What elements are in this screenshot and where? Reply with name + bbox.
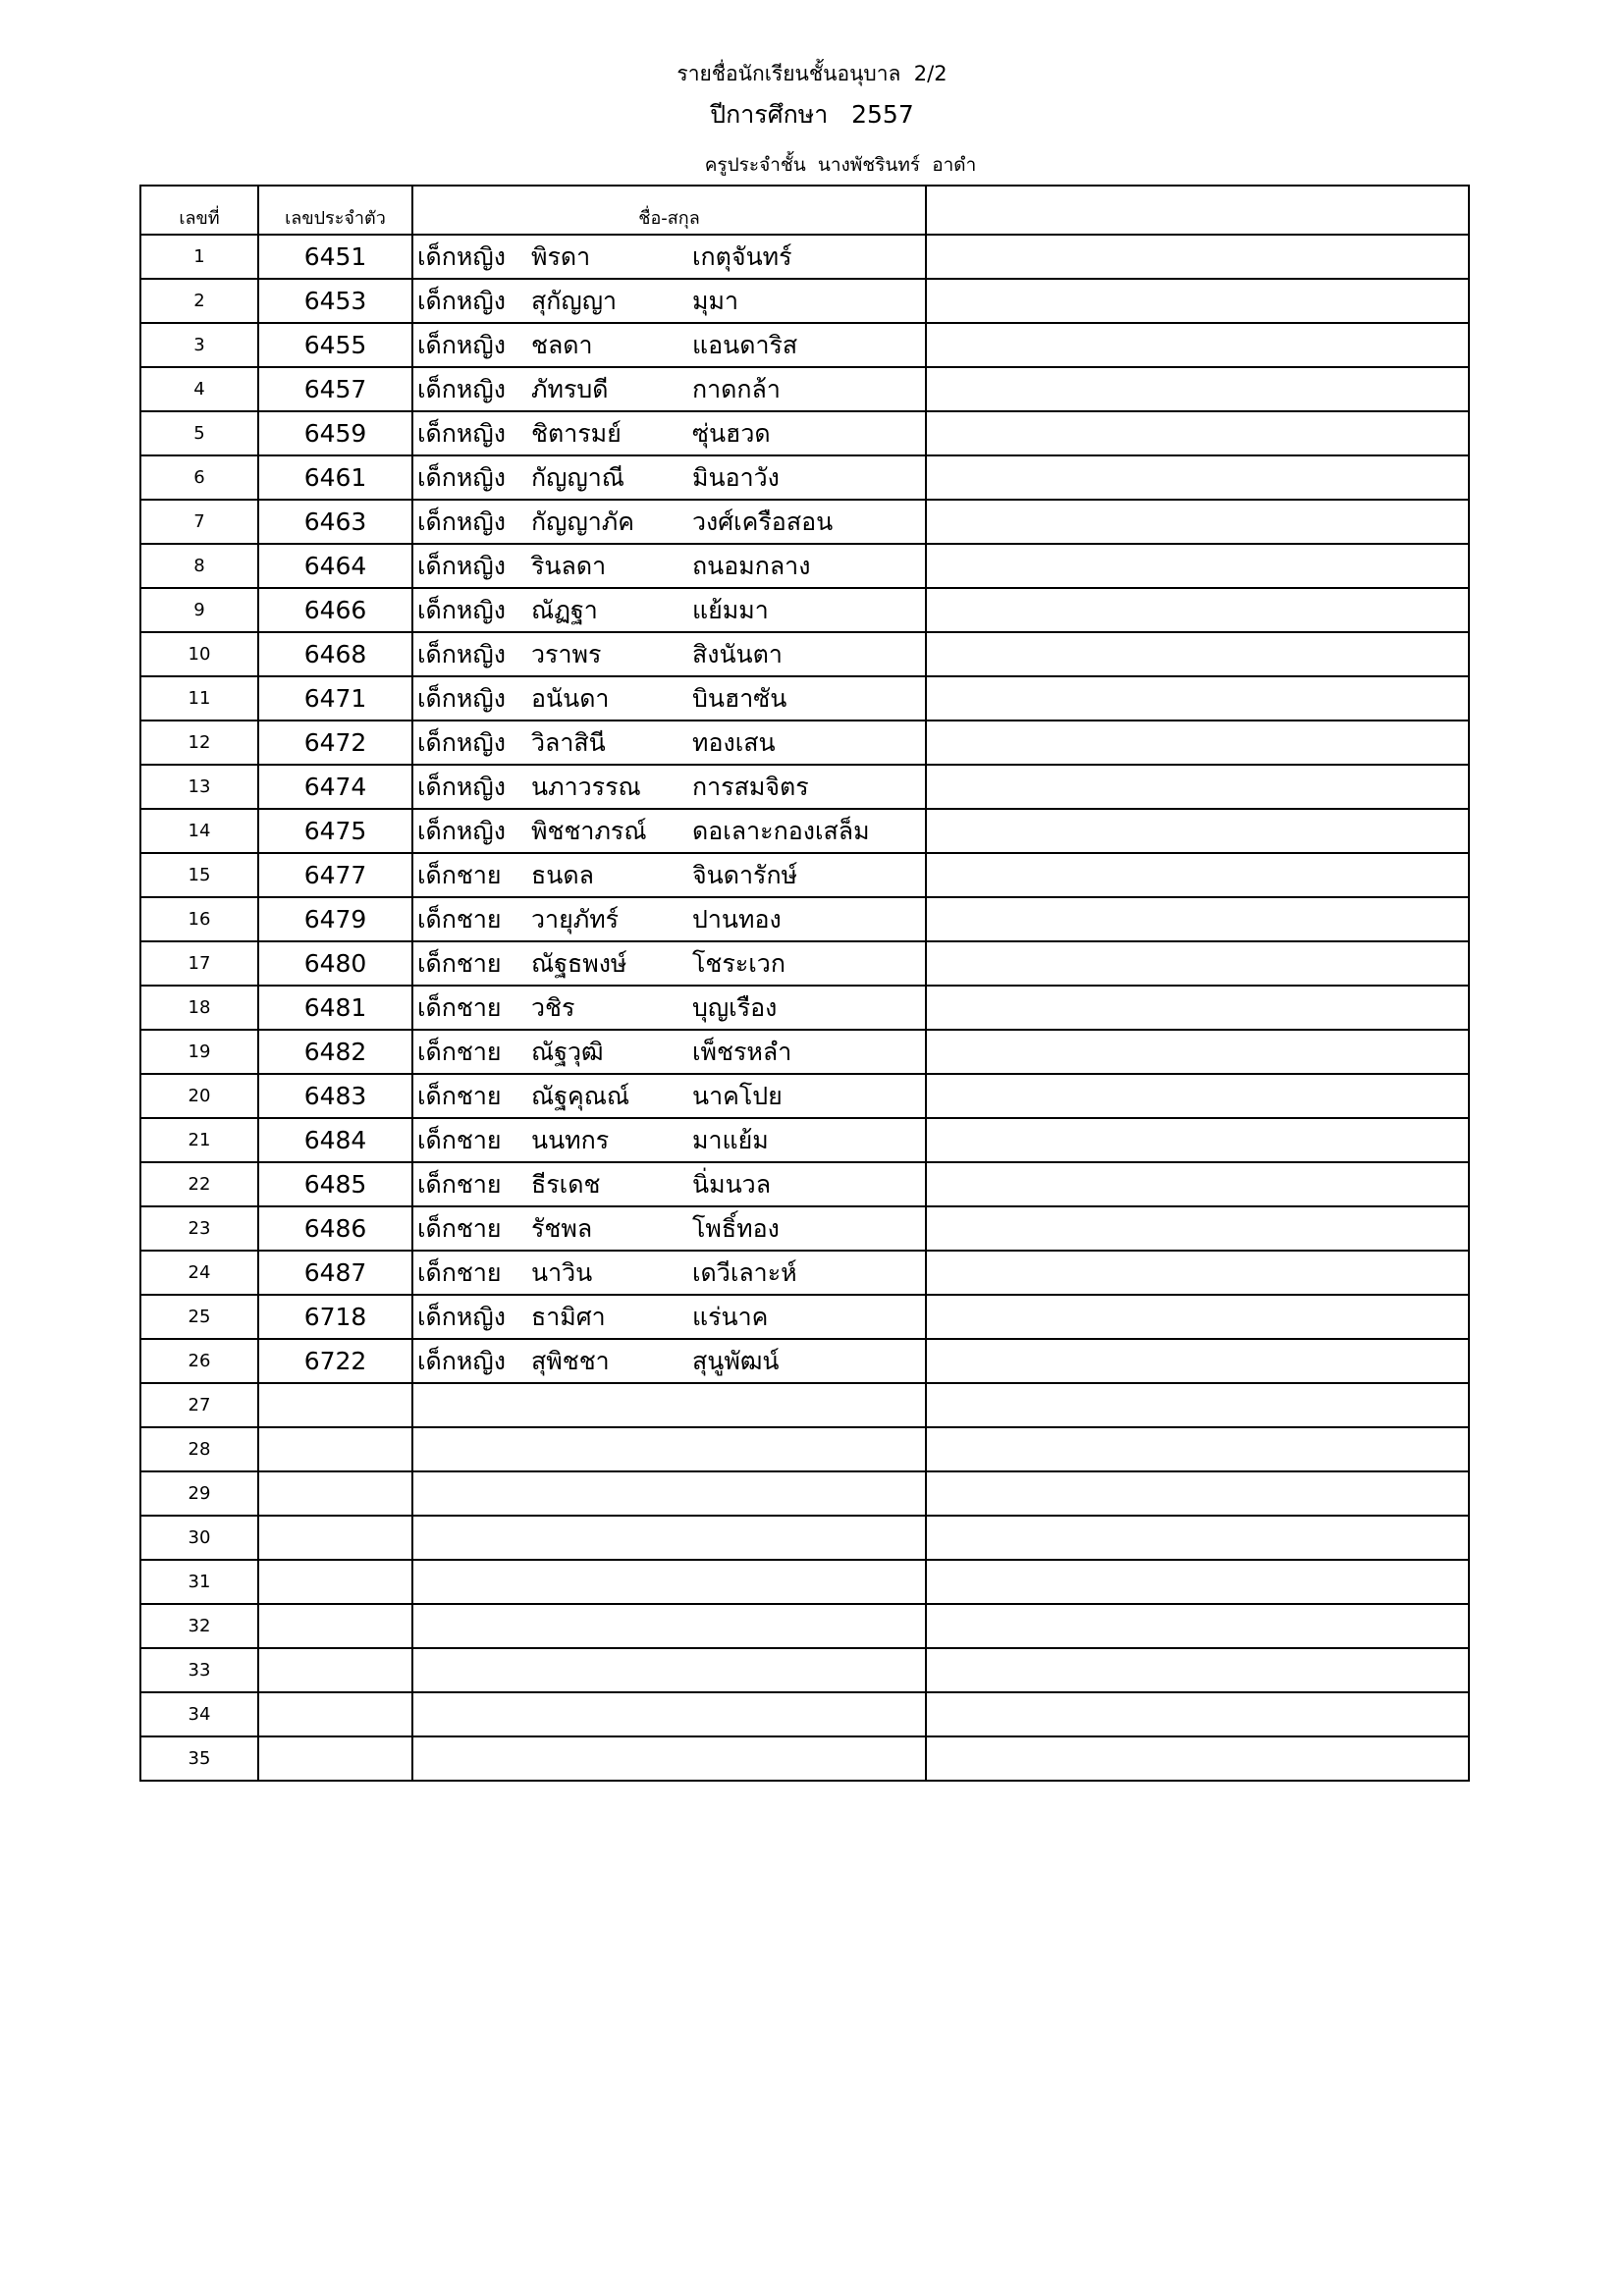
student-name-cell — [412, 1339, 926, 1383]
student-name-cell — [412, 411, 926, 455]
last-name: สุนูพัฒน์ — [692, 1346, 780, 1375]
last-name: แอนดาริส — [692, 330, 798, 359]
name-prefix: เด็กหญิง — [417, 241, 506, 271]
name-prefix: เด็กหญิง — [417, 683, 506, 713]
first-name: วราพร — [531, 639, 602, 668]
blank-cell — [926, 1339, 1469, 1383]
student-id — [258, 1471, 412, 1516]
name-prefix: เด็กหญิง — [417, 595, 506, 624]
row-number: 5 — [140, 411, 258, 455]
first-name: ณัฐวุฒิ — [531, 1037, 604, 1066]
name-prefix: เด็กหญิง — [417, 462, 506, 492]
first-name: พิรดา — [531, 241, 591, 271]
column-header-student-id: เลขประจำตัว — [258, 186, 412, 235]
table-row — [140, 279, 1469, 323]
row-number: 10 — [140, 632, 258, 676]
row-number: 23 — [140, 1206, 258, 1251]
student-name-cell — [412, 1074, 926, 1118]
row-number: 31 — [140, 1560, 258, 1604]
student-id — [258, 1427, 412, 1471]
last-name: ดอเลาะกองเสล็ม — [692, 816, 870, 845]
student-id — [258, 1692, 412, 1736]
column-header-blank — [926, 186, 1469, 235]
student-id: 6474 — [258, 765, 412, 809]
last-name: ถนอมกลาง — [692, 551, 811, 580]
student-name-cell — [412, 544, 926, 588]
blank-cell — [926, 544, 1469, 588]
row-number: 19 — [140, 1030, 258, 1074]
student-id: 6480 — [258, 941, 412, 986]
table-row — [140, 632, 1469, 676]
blank-cell — [926, 1604, 1469, 1648]
last-name: บินฮาซัน — [692, 683, 787, 713]
blank-cell — [926, 986, 1469, 1030]
student-name-cell — [412, 455, 926, 500]
student-name-cell — [412, 1206, 926, 1251]
last-name: เดวีเลาะห์ — [692, 1257, 797, 1287]
student-id: 6468 — [258, 632, 412, 676]
name-prefix: เด็กชาย — [417, 992, 502, 1022]
table-row — [140, 1206, 1469, 1251]
name-prefix: เด็กหญิง — [417, 551, 506, 580]
blank-cell — [926, 941, 1469, 986]
table-row — [140, 323, 1469, 367]
blank-cell — [926, 235, 1469, 279]
table-row — [140, 500, 1469, 544]
blank-cell — [926, 1471, 1469, 1516]
student-id — [258, 1604, 412, 1648]
row-number: 25 — [140, 1295, 258, 1339]
student-name-cell — [412, 235, 926, 279]
first-name: ธีรเดช — [531, 1169, 601, 1199]
name-prefix: เด็กชาย — [417, 1037, 502, 1066]
student-name-cell — [412, 1162, 926, 1206]
name-prefix: เด็กหญิง — [417, 507, 506, 536]
student-id: 6718 — [258, 1295, 412, 1339]
student-id — [258, 1648, 412, 1692]
student-name-cell — [412, 897, 926, 941]
student-roster-table — [139, 185, 1470, 1782]
student-id: 6486 — [258, 1206, 412, 1251]
row-number: 7 — [140, 500, 258, 544]
table-header-row — [140, 186, 1469, 235]
student-name-cell — [412, 1383, 926, 1427]
student-name-cell — [412, 367, 926, 411]
row-number: 18 — [140, 986, 258, 1030]
student-name-cell — [412, 500, 926, 544]
student-id: 6459 — [258, 411, 412, 455]
table-row — [140, 1074, 1469, 1118]
blank-cell — [926, 279, 1469, 323]
name-prefix: เด็กชาย — [417, 1213, 502, 1243]
column-header-full-name: ชื่อ-สกุล — [412, 186, 926, 235]
table-row — [140, 1030, 1469, 1074]
student-id: 6487 — [258, 1251, 412, 1295]
table-row — [140, 367, 1469, 411]
student-name-cell — [412, 853, 926, 897]
student-id: 6475 — [258, 809, 412, 853]
blank-cell — [926, 411, 1469, 455]
blank-cell — [926, 500, 1469, 544]
last-name: วงศ์เครือสอน — [692, 507, 834, 536]
student-id: 6722 — [258, 1339, 412, 1383]
row-number: 30 — [140, 1516, 258, 1560]
first-name: ธนดล — [531, 860, 594, 889]
last-name: นิ่มนวล — [692, 1169, 772, 1199]
student-id — [258, 1383, 412, 1427]
blank-cell — [926, 765, 1469, 809]
student-name-cell — [412, 1560, 926, 1604]
row-number: 24 — [140, 1251, 258, 1295]
last-name: เกตุจันทร์ — [692, 241, 792, 271]
table-row — [140, 941, 1469, 986]
name-prefix: เด็กหญิง — [417, 1346, 506, 1375]
table-row — [140, 1471, 1469, 1516]
last-name: ทองเสน — [692, 727, 776, 757]
student-name-cell — [412, 632, 926, 676]
student-id: 6457 — [258, 367, 412, 411]
column-header-number: เลขที่ — [140, 186, 258, 235]
first-name: วายุภัทร์ — [531, 904, 620, 934]
first-name: สุพิชชา — [531, 1346, 610, 1375]
row-number: 22 — [140, 1162, 258, 1206]
blank-cell — [926, 323, 1469, 367]
blank-cell — [926, 455, 1469, 500]
last-name: กาดกล้า — [692, 374, 781, 403]
name-prefix: เด็กหญิง — [417, 772, 506, 801]
table-row — [140, 809, 1469, 853]
student-id — [258, 1736, 412, 1781]
blank-cell — [926, 367, 1469, 411]
last-name: ซุ่นฮวด — [692, 418, 771, 448]
last-name: แร่นาค — [692, 1302, 769, 1331]
name-prefix: เด็กหญิง — [417, 727, 506, 757]
document-title: รายชื่อนักเรียนชั้นอนุบาล 2/2 — [677, 62, 947, 85]
first-name: ชิตารมย์ — [531, 418, 622, 448]
name-prefix: เด็กหญิง — [417, 374, 506, 403]
student-name-cell — [412, 1251, 926, 1295]
table-row — [140, 1295, 1469, 1339]
row-number: 11 — [140, 676, 258, 721]
table-row — [140, 544, 1469, 588]
blank-cell — [926, 897, 1469, 941]
row-number: 9 — [140, 588, 258, 632]
student-id: 6461 — [258, 455, 412, 500]
row-number: 2 — [140, 279, 258, 323]
blank-cell — [926, 1251, 1469, 1295]
table-row — [140, 1692, 1469, 1736]
first-name: ณัฐธพงษ์ — [531, 948, 627, 978]
last-name: สิงนันตา — [692, 639, 783, 668]
blank-cell — [926, 676, 1469, 721]
student-name-cell — [412, 1471, 926, 1516]
table-row — [140, 455, 1469, 500]
table-row — [140, 897, 1469, 941]
blank-cell — [926, 1030, 1469, 1074]
student-id: 6482 — [258, 1030, 412, 1074]
blank-cell — [926, 721, 1469, 765]
academic-year: ปีการศึกษา 2557 — [710, 100, 914, 129]
student-name-cell — [412, 676, 926, 721]
blank-cell — [926, 588, 1469, 632]
row-number: 21 — [140, 1118, 258, 1162]
blank-cell — [926, 1118, 1469, 1162]
row-number: 3 — [140, 323, 258, 367]
student-id: 6471 — [258, 676, 412, 721]
student-id: 6464 — [258, 544, 412, 588]
first-name: รินลดา — [531, 551, 607, 580]
table-row — [140, 1427, 1469, 1471]
table-row — [140, 1383, 1469, 1427]
last-name: บุญเรือง — [692, 992, 778, 1022]
student-name-cell — [412, 1427, 926, 1471]
table-row — [140, 1251, 1469, 1295]
row-number: 8 — [140, 544, 258, 588]
row-number: 33 — [140, 1648, 258, 1692]
student-name-cell — [412, 765, 926, 809]
table-row — [140, 986, 1469, 1030]
table-row — [140, 1604, 1469, 1648]
table-row — [140, 1339, 1469, 1383]
first-name: นภาวรรณ — [531, 772, 641, 801]
row-number: 20 — [140, 1074, 258, 1118]
first-name: ชลดา — [531, 330, 593, 359]
student-name-cell — [412, 809, 926, 853]
row-number: 15 — [140, 853, 258, 897]
table-row — [140, 411, 1469, 455]
table-row — [140, 1736, 1469, 1781]
table-row — [140, 676, 1469, 721]
blank-cell — [926, 1427, 1469, 1471]
table-row — [140, 1118, 1469, 1162]
student-id: 6484 — [258, 1118, 412, 1162]
row-number: 27 — [140, 1383, 258, 1427]
row-number: 1 — [140, 235, 258, 279]
last-name: โชระเวก — [692, 948, 785, 978]
table-row — [140, 1648, 1469, 1692]
table-row — [140, 1162, 1469, 1206]
student-name-cell — [412, 1692, 926, 1736]
row-number: 26 — [140, 1339, 258, 1383]
last-name: มินอาวัง — [692, 462, 780, 492]
name-prefix: เด็กหญิง — [417, 418, 506, 448]
first-name: วชิร — [531, 992, 575, 1022]
name-prefix: เด็กชาย — [417, 860, 502, 889]
first-name: นาวิน — [531, 1257, 593, 1287]
last-name: แย้มมา — [692, 595, 769, 624]
roster-body — [140, 235, 1469, 1781]
blank-cell — [926, 1692, 1469, 1736]
row-number: 28 — [140, 1427, 258, 1471]
first-name: กัญญาณี — [531, 462, 624, 492]
row-number: 32 — [140, 1604, 258, 1648]
blank-cell — [926, 1516, 1469, 1560]
student-id: 6481 — [258, 986, 412, 1030]
student-name-cell — [412, 1030, 926, 1074]
last-name: มุมา — [692, 286, 738, 315]
blank-cell — [926, 1560, 1469, 1604]
table-row — [140, 1560, 1469, 1604]
table-row — [140, 1516, 1469, 1560]
first-name: ภัทรบดี — [531, 374, 609, 403]
student-name-cell — [412, 986, 926, 1030]
last-name: จินดารักษ์ — [692, 860, 798, 889]
name-prefix: เด็กชาย — [417, 1169, 502, 1199]
name-prefix: เด็กหญิง — [417, 330, 506, 359]
blank-cell — [926, 1295, 1469, 1339]
blank-cell — [926, 1162, 1469, 1206]
last-name: การสมจิตร — [692, 772, 809, 801]
first-name: อนันดา — [531, 683, 610, 713]
student-id: 6463 — [258, 500, 412, 544]
row-number: 6 — [140, 455, 258, 500]
name-prefix: เด็กชาย — [417, 1125, 502, 1154]
student-name-cell — [412, 1516, 926, 1560]
student-name-cell — [412, 941, 926, 986]
first-name: กัญญาภัค — [531, 507, 634, 536]
student-name-cell — [412, 1648, 926, 1692]
table-row — [140, 588, 1469, 632]
student-id: 6479 — [258, 897, 412, 941]
student-id — [258, 1560, 412, 1604]
name-prefix: เด็กหญิง — [417, 286, 506, 315]
last-name: ปานทอง — [692, 904, 782, 934]
student-name-cell — [412, 721, 926, 765]
first-name: พิชชาภรณ์ — [531, 816, 647, 845]
blank-cell — [926, 853, 1469, 897]
student-id — [258, 1516, 412, 1560]
last-name: เพ็ชรหลำ — [692, 1037, 792, 1066]
name-prefix: เด็กชาย — [417, 948, 502, 978]
first-name: สุกัญญา — [531, 286, 618, 315]
row-number: 34 — [140, 1692, 258, 1736]
row-number: 35 — [140, 1736, 258, 1781]
first-name: นนทกร — [531, 1125, 610, 1154]
student-name-cell — [412, 1604, 926, 1648]
first-name: รัชพล — [531, 1213, 593, 1243]
student-id: 6453 — [258, 279, 412, 323]
name-prefix: เด็กหญิง — [417, 1302, 506, 1331]
row-number: 29 — [140, 1471, 258, 1516]
student-id: 6466 — [258, 588, 412, 632]
blank-cell — [926, 1736, 1469, 1781]
name-prefix: เด็กหญิง — [417, 816, 506, 845]
name-prefix: เด็กชาย — [417, 1257, 502, 1287]
student-id: 6455 — [258, 323, 412, 367]
row-number: 17 — [140, 941, 258, 986]
blank-cell — [926, 809, 1469, 853]
blank-cell — [926, 1206, 1469, 1251]
table-row — [140, 765, 1469, 809]
row-number: 16 — [140, 897, 258, 941]
student-name-cell — [412, 279, 926, 323]
row-number: 4 — [140, 367, 258, 411]
last-name: โพธิ์ทอง — [692, 1213, 780, 1243]
blank-cell — [926, 1648, 1469, 1692]
student-name-cell — [412, 1736, 926, 1781]
row-number: 13 — [140, 765, 258, 809]
student-id: 6472 — [258, 721, 412, 765]
first-name: ธามิศา — [531, 1302, 606, 1331]
table-row — [140, 853, 1469, 897]
blank-cell — [926, 632, 1469, 676]
blank-cell — [926, 1074, 1469, 1118]
name-prefix: เด็กชาย — [417, 1081, 502, 1110]
student-id: 6483 — [258, 1074, 412, 1118]
blank-cell — [926, 1383, 1469, 1427]
student-name-cell — [412, 1118, 926, 1162]
row-number: 12 — [140, 721, 258, 765]
first-name: วิลาสินี — [531, 727, 606, 757]
first-name: ณัฐคุณณ์ — [531, 1081, 630, 1110]
first-name: ณัฏฐา — [531, 595, 598, 624]
name-prefix: เด็กหญิง — [417, 639, 506, 668]
row-number: 14 — [140, 809, 258, 853]
student-name-cell — [412, 323, 926, 367]
student-id: 6477 — [258, 853, 412, 897]
student-id: 6451 — [258, 235, 412, 279]
name-prefix: เด็กชาย — [417, 904, 502, 934]
homeroom-teacher: ครูประจำชั้น นางพัชรินทร์ อาดำ — [704, 154, 977, 176]
last-name: นาคโปย — [692, 1081, 783, 1110]
student-name-cell — [412, 588, 926, 632]
table-row — [140, 235, 1469, 279]
student-name-cell — [412, 1295, 926, 1339]
last-name: มาแย้ม — [692, 1125, 769, 1154]
table-row — [140, 721, 1469, 765]
student-id: 6485 — [258, 1162, 412, 1206]
